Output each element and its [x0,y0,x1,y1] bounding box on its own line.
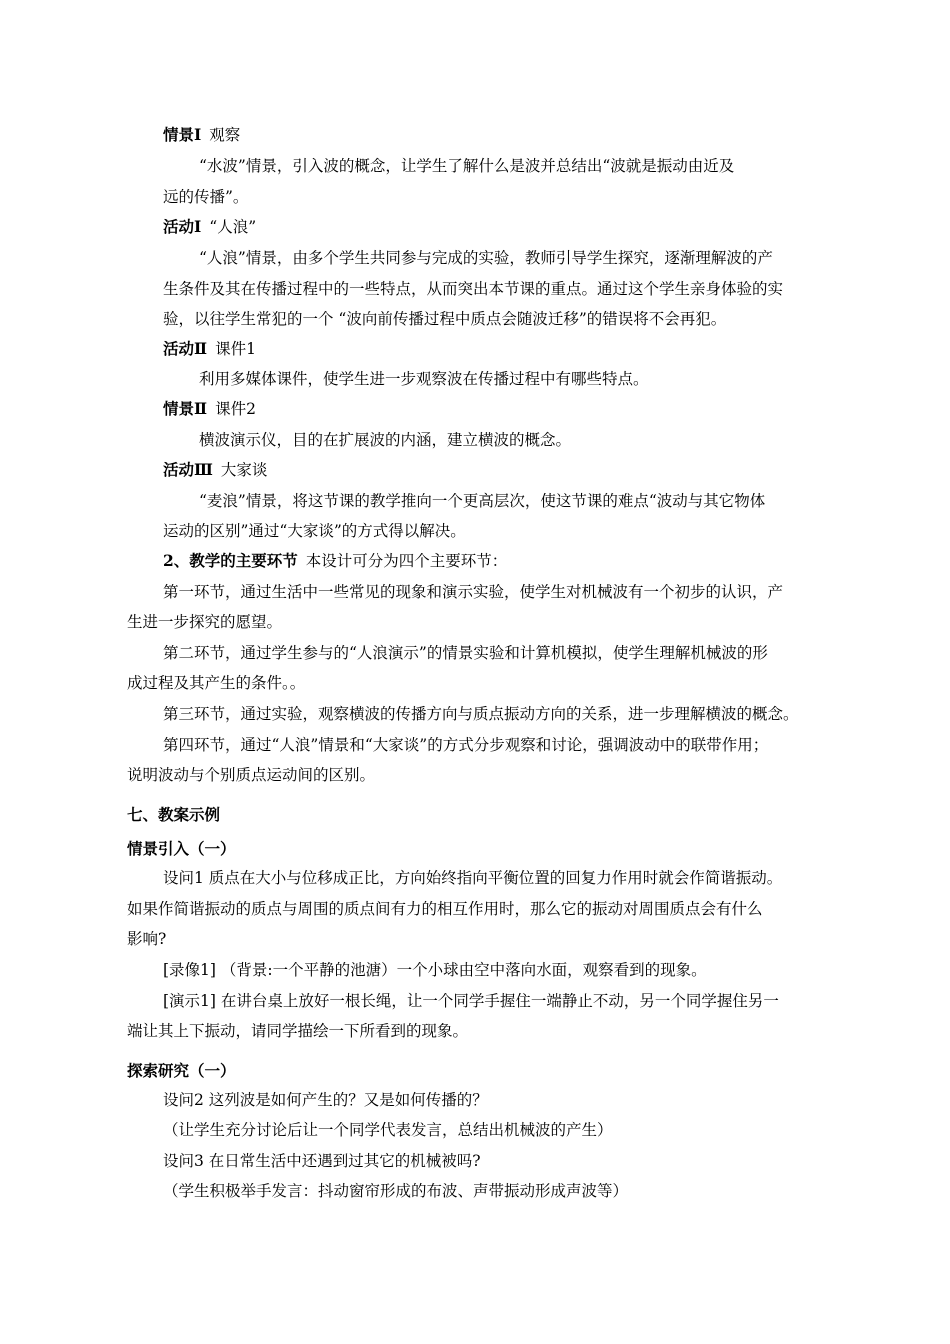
paragraph-line: [录像1] （背景:一个平静的池溏）一个小球由空中落向水面，观察看到的现象。 [163,961,707,979]
activity-1-title: “人浪” [209,218,257,236]
paragraph-line: 说明波动与个别质点运动间的区别。 [127,766,376,784]
paragraph-line: 生进一步探究的愿望。 [127,613,283,631]
paragraph-line: 利用多媒体课件，使学生进一步观察波在传播过程中有哪些特点。 [199,370,649,388]
activity-1-label: 活动Ⅰ [163,217,202,236]
scene-1-label: 情景Ⅰ [163,125,202,144]
paragraph-line: 设问3 在日常生活中还遇到过其它的机械被吗? [163,1152,481,1170]
paragraph-line: “水波”情景，引入波的概念，让学生了解什么是波并总结出“波就是振动由近及 [199,157,735,175]
paragraph-line: 成过程及其产生的条件。。 [127,674,306,692]
activity-3-heading [163,459,267,481]
paragraph-line: （学生积极举手发言：抖动窗帘形成的布波、声带振动形成声波等） [163,1182,629,1200]
section-7-heading: 七、教案示例 [127,805,221,824]
paragraph-line: [演示1] 在讲台桌上放好一根长绳，让一个同学手握住一端静止不动，另一个同学握住另一 [163,992,779,1010]
paragraph-line: 设问2 这列波是如何产生的？又是如何传播的？ [163,1091,488,1109]
section-2-intro: 本设计可分为四个主要环节： [305,552,508,570]
paragraph-line: 第三环节，通过实验，观察横波的传播方向与质点振动方向的关系，进一步理解横波的概念。 [163,705,799,723]
section-2-heading [163,550,507,572]
scene-2-heading [163,398,256,420]
explore-1-heading: 探索研究（一） [127,1061,236,1080]
paragraph-line: 第四环节，通过“人浪”情景和“大家谈”的方式分步观察和讨论，强调波动中的联带作用； [163,736,769,754]
activity-2-heading [163,338,256,360]
section-2-label: 2、教学的主要环节 [163,551,298,570]
activity-2-title: 课件1 [215,340,256,358]
paragraph-line: “麦浪”情景，将这节课的教学推向一个更高层次，使这节课的难点“波动与其它物体 [199,492,766,510]
scene-2-title: 课件2 [215,400,256,418]
paragraph-line: 生条件及其在传播过程中的一些特点，从而突出本节课的重点。通过这个学生亲身体验的实 [163,280,784,298]
paragraph-line: 运动的区别”通过“大家谈”的方式得以解决。 [163,522,466,540]
activity-3-title: 大家谈 [220,461,268,479]
paragraph-line: 端让其上下振动，请同学描绘一下所看到的现象。 [127,1022,469,1040]
scene-1-heading [163,124,240,146]
paragraph-line: （让学生充分讨论后让一个同学代表发言，总结出机械波的产生） [163,1121,613,1139]
paragraph-line: 如果作简谐振动的质点与周围的质点间有力的相互作用时，那么它的振动对周围质点会有什么 [127,900,763,918]
scene-2-label: 情景Ⅱ [163,399,208,418]
scene-1-title: 观察 [209,126,241,144]
intro-1-heading: 情景引入（一） [127,839,236,858]
paragraph-line: 横波演示仪，目的在扩展波的内涵，建立横波的概念。 [199,431,572,449]
activity-2-label: 活动Ⅱ [163,339,208,358]
activity-1-heading [163,216,256,238]
paragraph-line: 设问1 质点在大小与位移成正比，方向始终指向平衡位置的回复力作用时就会作简谐振动。 [163,869,783,887]
paragraph-line: “人浪”情景，由多个学生共同参与完成的实验，教师引导学生探究，逐渐理解波的产 [199,249,773,267]
paragraph-line: 远的传播”。 [163,188,249,206]
paragraph-line: 验，以往学生常犯的一个 “波向前传播过程中质点会随波迁移”的错误将不会再犯。 [163,310,727,328]
activity-3-label: 活动Ⅲ [163,460,213,479]
paragraph-line: 第二环节，通过学生参与的“人浪演示”的情景实验和计算机模拟，使学生理解机械波的形 [163,644,768,662]
paragraph-line: 第一环节，通过生活中一些常见的现象和演示实验，使学生对机械波有一个初步的认识，产 [163,583,784,601]
paragraph-line: 影响? [127,930,167,948]
